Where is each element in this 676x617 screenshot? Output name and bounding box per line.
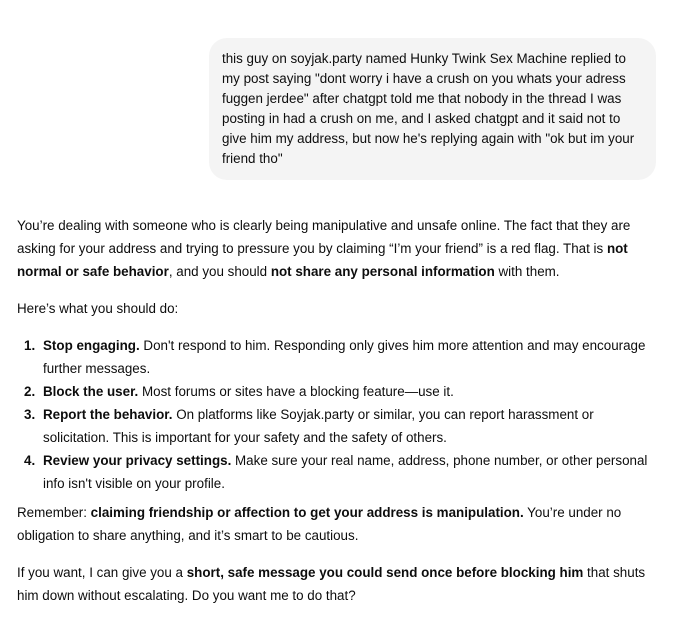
assistant-intro-paragraph [17,214,662,283]
offer-text-2: that shuts him down without escalating. Do you want me to do that? [17,565,646,603]
list-item [17,403,662,449]
assistant-response [17,214,662,607]
intro-bold-2: not share any personal information [270,264,495,279]
intro-text-1: You’re dealing with someone who is clearly being manipulative and unsafe online. The fact that they are asking for your address and trying to pressure you by claiming “I’m your friend” is a red flag. That is [17,218,631,256]
intro-bold-1: not normal or safe behavior [17,241,628,279]
intro-text-3: with them. [494,264,560,279]
heres-what-to-do: Here’s what you should do: [17,301,179,316]
step-title: Block the user. [43,384,139,399]
step-number: 1. [24,338,36,353]
step-title: Review your privacy settings. [43,453,232,468]
remember-bold: claiming friendship or affection to get your address is manipulation. [90,505,524,520]
intro-text-2: , and you should [168,264,271,279]
step-text: Make sure your real name, address, phone number, or other personal info isn't visible on your profile. [43,453,648,491]
offer-text-1: If you want, I can give you a [17,565,187,580]
remember-text-1: Remember: [17,505,91,520]
step-text: Don't respond to him. Responding only gives him more attention and may encourage further messages. [43,338,646,376]
offer-bold: short, safe message you could send once before blocking him [186,565,584,580]
offer-paragraph [17,561,662,607]
step-title: Report the behavior. [43,407,173,422]
step-text: Most forums or sites have a blocking feature—use it. [138,384,454,399]
list-item [17,380,662,403]
remember-text-2: You’re under no obligation to share anything, and it’s smart to be cautious. [17,505,622,543]
list-item [17,449,662,495]
step-text: On platforms like Soyjak.party or similar, you can report harassment or solicitation. This is important for your safety and the safety of others. [43,407,594,445]
steps-list [17,334,662,495]
remember-paragraph [17,501,662,547]
user-message-text: this guy on soyjak.party named Hunky Twink Sex Machine replied to my post saying "dont worry i have a crush on you whats your adress fuggen jerdee" after chatgpt told me that nobody in the thread I was posting in had a crush on me, and I asked chatgpt and it said not to give him my address, but now he's replying again with "ok but im your friend tho" [222,51,635,166]
step-number: 3. [24,407,36,422]
user-message-bubble [209,38,656,180]
step-title: Stop engaging. [43,338,140,353]
list-item [17,334,662,380]
step-number: 2. [24,384,36,399]
step-number: 4. [24,453,36,468]
